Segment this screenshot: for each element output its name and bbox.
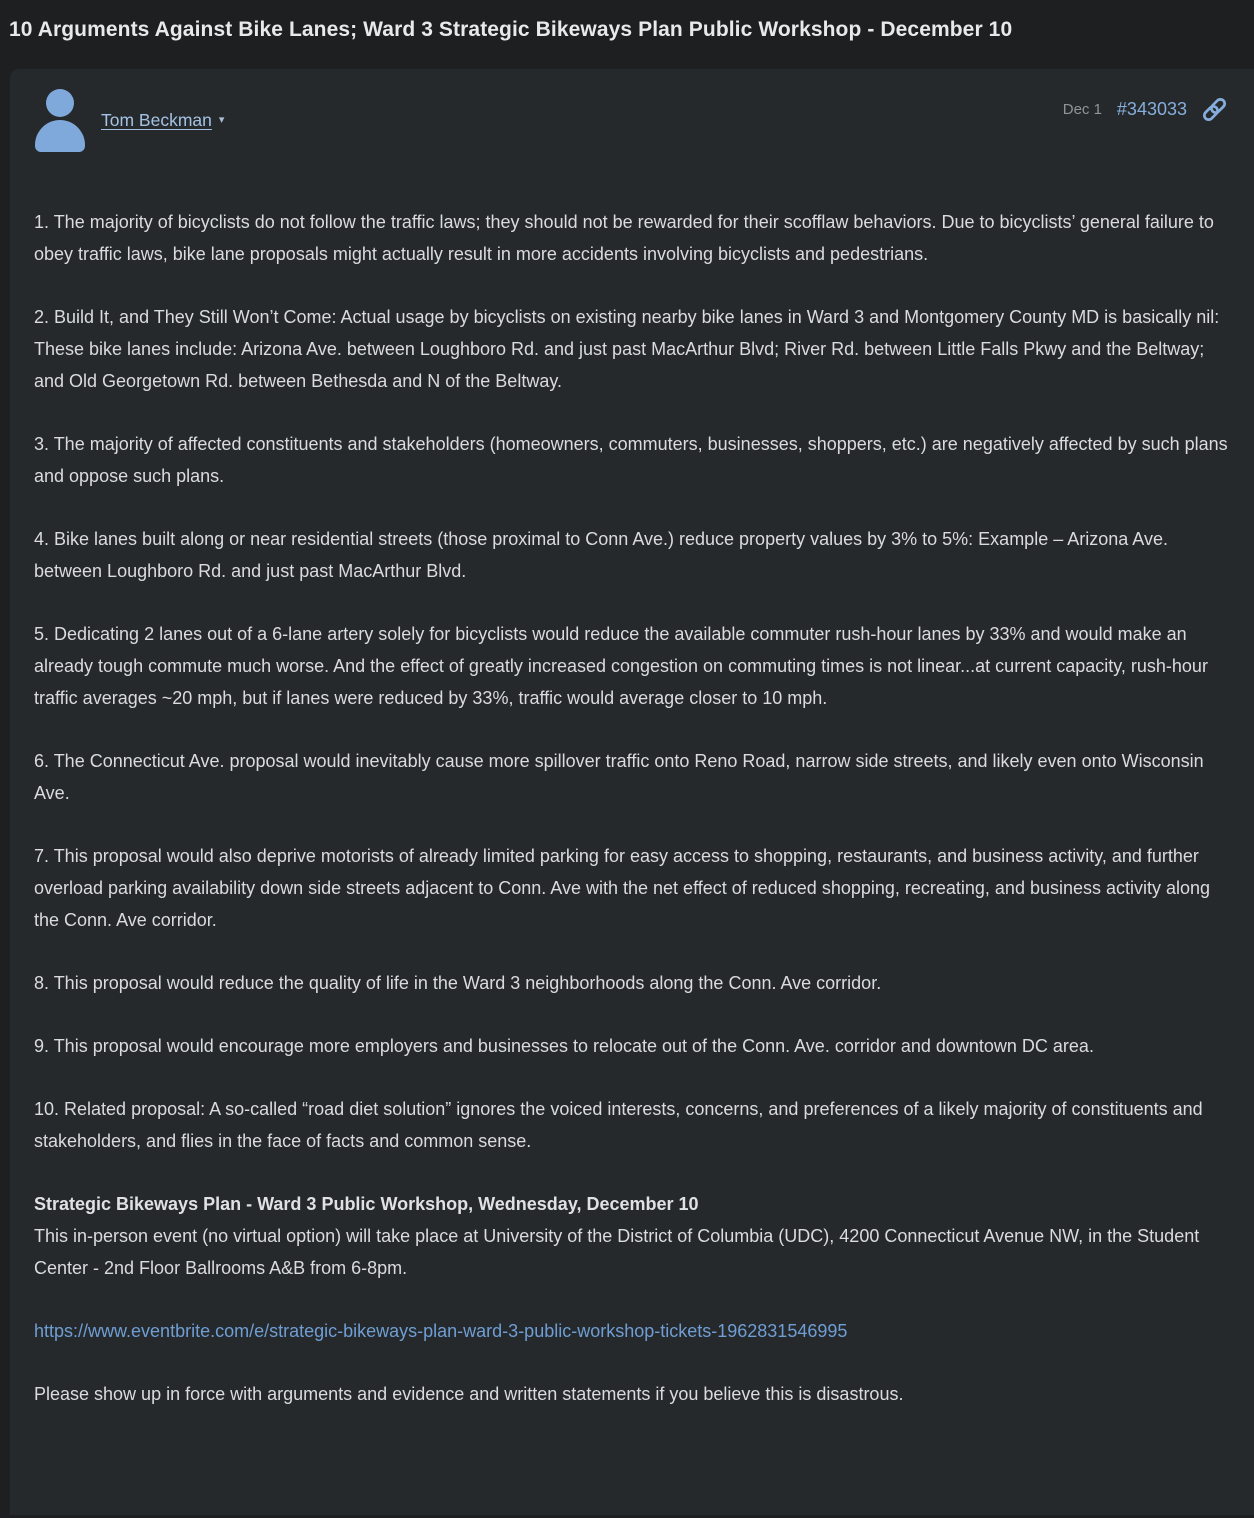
post-date: Dec 1	[1062, 101, 1102, 118]
argument-paragraph: 1. The majority of bicyclists do not follow the traffic laws; they should not be rewarded for their scofflaw behaviors. Due to bicyclists’ general failure to obey traffic laws, bike lane proposals might actually result in more accidents involving bicyclists and pedestrians.	[34, 212, 1214, 264]
argument-paragraph: 4. Bike lanes built along or near residential streets (those proximal to Conn Ave.) reduce property values by 3% to 5%: Example – Arizona Ave. between Loughboro Rd. and just past MacArthur Blvd.	[34, 529, 1168, 581]
author-link[interactable]: Tom Beckman	[101, 110, 212, 130]
argument-paragraph: 8. This proposal would reduce the quality of life in the Ward 3 neighborhoods along the Conn. Ave corridor.	[34, 973, 882, 993]
post-body	[10, 152, 1254, 1440]
argument-paragraph: 6. The Connecticut Ave. proposal would inevitably cause more spillover traffic onto Reno Road, narrow side streets, and likely even onto Wisconsin Ave.	[34, 751, 1204, 803]
post-card	[10, 69, 1254, 1515]
argument-paragraph: 10. Related proposal: A so-called “road diet solution” ignores the voiced interests, concerns, and preferences of a likely majority of constituents and stakeholders, and flies in the face of facts and common sense.	[34, 1099, 1203, 1151]
link-icon[interactable]	[1201, 96, 1228, 123]
person-icon	[35, 120, 85, 152]
topbar	[0, 0, 1254, 42]
argument-paragraph: 2. Build It, and They Still Won’t Come: Actual usage by bicyclists on existing nearby bike lanes in Ward 3 and Montgomery County MD is basically nil: These bike lanes include: Arizona Ave. between Loughboro Rd. and just past MacArthur Blvd; River Rd. between Little Falls Pkwy and the Beltway; and Old Georgetown Rd. between Bethesda and N of the Beltway.	[34, 307, 1220, 391]
post-header	[10, 69, 1254, 152]
event-heading: Strategic Bikeways Plan - Ward 3 Public Workshop, Wednesday, December 10	[34, 1194, 699, 1214]
event-link-paragraph	[34, 1315, 1228, 1347]
closing-line: Please show up in force with arguments and evidence and written statements if you believe this is disastrous.	[34, 1384, 904, 1404]
post-meta	[1063, 96, 1228, 123]
argument-paragraph: 3. The majority of affected constituents and stakeholders (homeowners, commuters, businesses, shoppers, etc.) are negatively affected by such plans and oppose such plans.	[34, 434, 1228, 486]
person-icon	[46, 89, 74, 117]
post-number-link[interactable]: #343033	[1116, 99, 1187, 119]
event-details: This in-person event (no virtual option) will take place at University of the District of Columbia (UDC), 4200 Connecticut Avenue NW, in the Student Center - 2nd Floor Ballrooms A&B from 6-8pm.	[34, 1226, 1200, 1278]
author-block	[35, 89, 224, 152]
page-title: 10 Arguments Against Bike Lanes; Ward 3 Strategic Bikeways Plan Public Workshop - December 10	[9, 18, 1013, 41]
eventbrite-link[interactable]: https://www.eventbrite.com/e/strategic-bikeways-plan-ward-3-public-workshop-tickets-1962831546995	[34, 1321, 848, 1341]
argument-paragraph: 5. Dedicating 2 lanes out of a 6-lane artery solely for bicyclists would reduce the available commuter rush-hour lanes by 33% and would make an already tough commute much worse. And the effect of greatly increased congestion on commuting times is not linear...at current capacity, rush-hour traffic averages ~20 mph, but if lanes were reduced by 33%, traffic would average closer to 10 mph.	[34, 624, 1208, 708]
argument-paragraph: 7. This proposal would also deprive motorists of already limited parking for easy access to shopping, restaurants, and business activity, and further overload parking availability down side streets adjacent to Conn. Ave with the net effect of reduced shopping, recreating, and business activity along the Conn. Ave corridor.	[34, 846, 1211, 930]
argument-paragraph: 9. This proposal would encourage more employers and businesses to relocate out of the Conn. Ave. corridor and downtown DC area.	[34, 1036, 1094, 1056]
event-announcement	[34, 1188, 1228, 1284]
avatar[interactable]	[35, 89, 85, 152]
chevron-down-icon[interactable]: ▾	[218, 114, 225, 126]
